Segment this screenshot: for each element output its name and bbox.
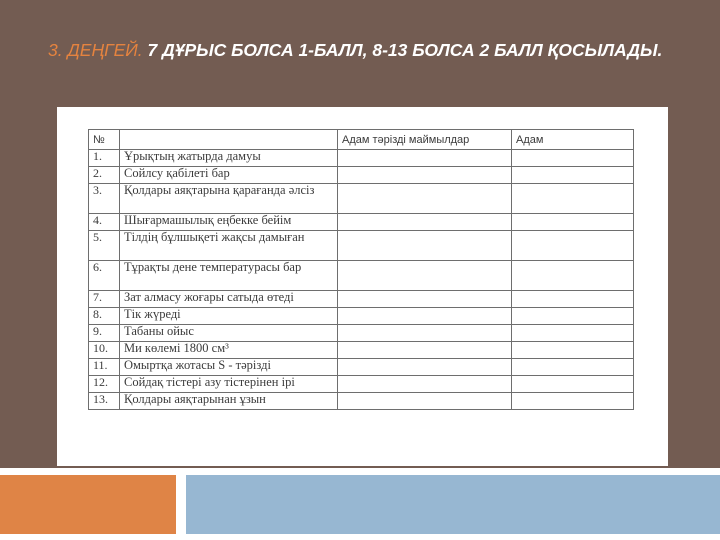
row-human-cell [512,308,634,325]
row-human-cell [512,261,634,291]
row-trait: Омыртқа жотасы S - тәрізді [120,359,338,376]
row-human-cell [512,325,634,342]
row-trait: Қолдары аяқтарынан ұзын [120,393,338,410]
scanned-table-image [57,107,668,466]
row-number: 10. [89,342,120,359]
table-row [89,291,634,308]
table-row [89,150,634,167]
table-row [89,393,634,410]
row-number: 3. [89,184,120,214]
row-number: 8. [89,308,120,325]
row-number: 7. [89,291,120,308]
row-ape-cell [338,214,512,231]
title-text: 7 ДҰРЫС БОЛСА 1-БАЛЛ, 8-13 БОЛСА 2 БАЛЛ ҚОСЫЛАДЫ. [147,40,663,60]
table-row [89,342,634,359]
row-trait: Ми көлемі 1800 см³ [120,342,338,359]
row-human-cell [512,184,634,214]
header-human: Адам [512,130,634,150]
row-number: 1. [89,150,120,167]
row-trait: Тілдің бұлшықеті жақсы дамыған [120,231,338,261]
row-trait: Ұрықтың жатырда дамуы [120,150,338,167]
row-ape-cell [338,261,512,291]
footer-accent-right [186,475,720,534]
row-ape-cell [338,342,512,359]
header-ape: Адам тәрізді маймылдар [338,130,512,150]
row-number: 12. [89,376,120,393]
row-human-cell [512,291,634,308]
table-row [89,167,634,184]
table-row [89,261,634,291]
row-ape-cell [338,359,512,376]
row-number: 6. [89,261,120,291]
row-ape-cell [338,231,512,261]
row-ape-cell [338,291,512,308]
table-row [89,376,634,393]
row-ape-cell [338,325,512,342]
row-trait: Сойлсу қабілеті бар [120,167,338,184]
title-level: 3. ДЕҢГЕЙ. [48,40,143,60]
header-number: № [89,130,120,150]
footer-accent-left [0,475,176,534]
row-human-cell [512,393,634,410]
row-trait: Тұрақты дене температурасы бар [120,261,338,291]
row-number: 2. [89,167,120,184]
row-human-cell [512,342,634,359]
row-number: 9. [89,325,120,342]
table-row [89,325,634,342]
row-trait: Тік жүреді [120,308,338,325]
row-ape-cell [338,167,512,184]
table-row [89,214,634,231]
row-human-cell [512,167,634,184]
table-header-row [89,130,634,150]
table-row [89,359,634,376]
row-trait: Табаны ойыс [120,325,338,342]
row-ape-cell [338,376,512,393]
row-ape-cell [338,308,512,325]
row-human-cell [512,214,634,231]
row-trait: Сойдақ тістері азу тістерінен ірі [120,376,338,393]
row-human-cell [512,359,634,376]
row-number: 13. [89,393,120,410]
row-number: 4. [89,214,120,231]
row-number: 11. [89,359,120,376]
row-ape-cell [338,184,512,214]
traits-table [88,129,634,410]
slide-title [48,38,678,63]
row-number: 5. [89,231,120,261]
row-human-cell [512,150,634,167]
row-ape-cell [338,150,512,167]
table-row [89,184,634,214]
header-trait [120,130,338,150]
row-trait: Шығармашылық еңбекке бейім [120,214,338,231]
row-ape-cell [338,393,512,410]
row-human-cell [512,231,634,261]
table-row [89,308,634,325]
row-trait: Зат алмасу жоғары сатыда өтеді [120,291,338,308]
row-trait: Қолдары аяқтарына қарағанда әлсіз [120,184,338,214]
table-row [89,231,634,261]
row-human-cell [512,376,634,393]
